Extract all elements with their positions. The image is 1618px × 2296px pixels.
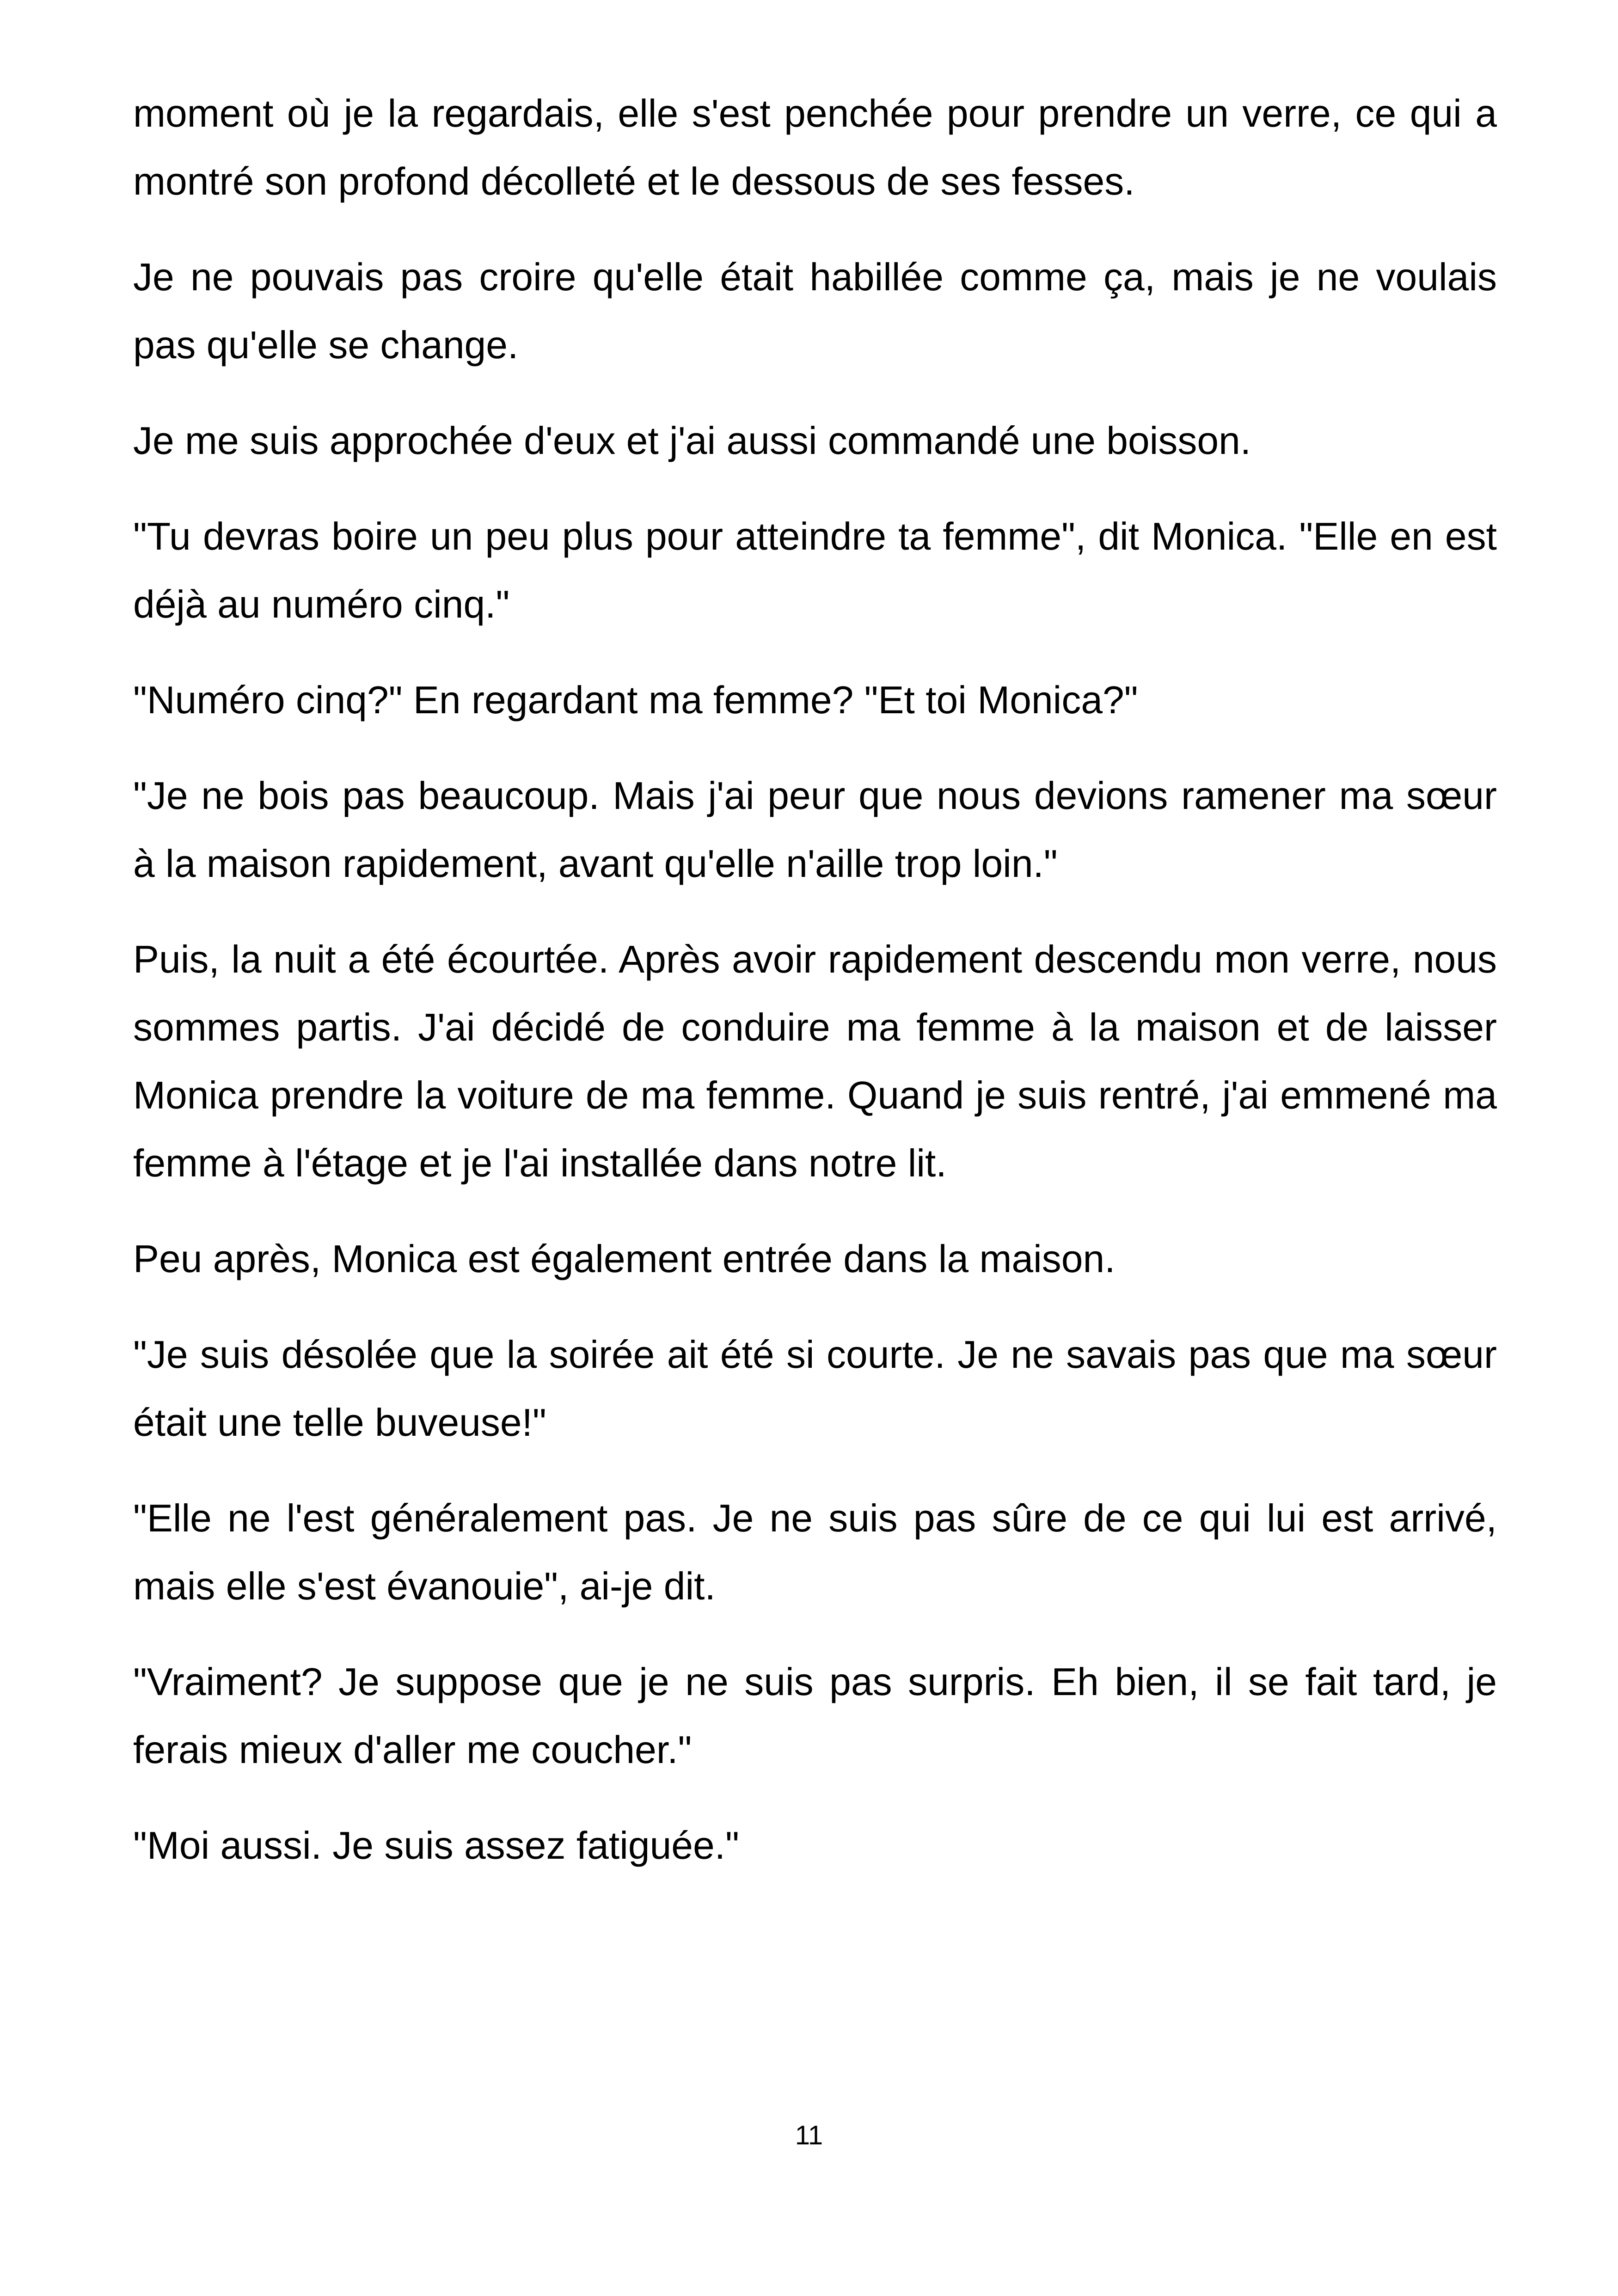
- paragraph: "Je suis désolée que la soirée ait été si courte. Je ne savais pas que ma sœur était une telle buveuse!": [133, 1333, 1497, 1444]
- paragraph: "Moi aussi. Je suis assez fatiguée.": [133, 1824, 739, 1867]
- paragraph: "Numéro cinq?" En regardant ma femme? "Et toi Monica?": [133, 678, 1138, 722]
- paragraph: Peu après, Monica est également entrée dans la maison.: [133, 1237, 1115, 1280]
- paragraph: "Je ne bois pas beaucoup. Mais j'ai peur que nous devions ramener ma sœur à la maison rapidement, avant qu'elle n'aille trop loin.": [133, 774, 1497, 885]
- paragraph: "Vraiment? Je suppose que je ne suis pas surpris. Eh bien, il se fait tard, je ferais mieux d'aller me coucher.": [133, 1660, 1497, 1771]
- page-number: 11: [795, 2120, 823, 2150]
- paragraph: Puis, la nuit a été écourtée. Après avoir rapidement descendu mon verre, nous sommes partis. J'ai décidé de conduire ma femme à la maison et de laisser Monica prendre la voiture de ma femme. Quand je suis rentré, j'ai emmené ma femme à l'étage et je l'ai installée dans notre lit.: [133, 937, 1497, 1185]
- paragraph: moment où je la regardais, elle s'est penchée pour prendre un verre, ce qui a montré son profond décolleté et le dessous de ses fesses.: [133, 92, 1497, 203]
- paragraph: Je ne pouvais pas croire qu'elle était habillée comme ça, mais je ne voulais pas qu'elle se change.: [133, 255, 1497, 367]
- paragraph: Je me suis approchée d'eux et j'ai aussi commandé une boisson.: [133, 419, 1251, 462]
- page-body: [133, 80, 1497, 1907]
- paragraph: "Tu devras boire un peu plus pour atteindre ta femme", dit Monica. "Elle en est déjà au numéro cinq.": [133, 514, 1497, 626]
- paragraph: "Elle ne l'est généralement pas. Je ne suis pas sûre de ce qui lui est arrivé, mais elle s'est évanouie", ai-je dit.: [133, 1496, 1497, 1608]
